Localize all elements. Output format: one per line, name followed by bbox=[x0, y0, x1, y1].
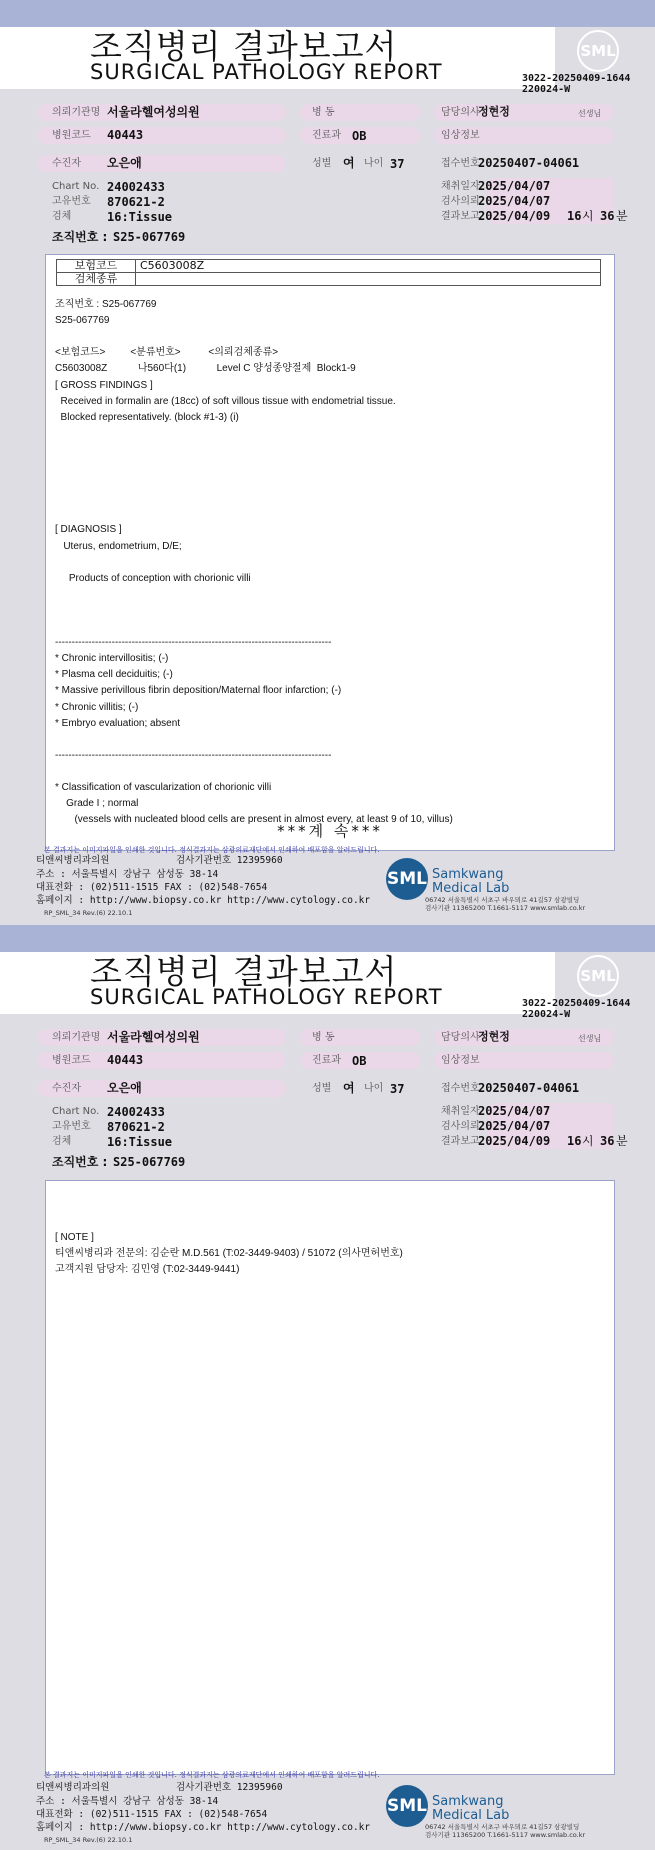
report-time-minute-unit: 분 bbox=[616, 209, 628, 223]
sex-value: 여 bbox=[343, 1081, 355, 1095]
report-text-line: Blocked representatively. (block #1-3) (i) bbox=[55, 411, 239, 423]
report-text-line: Products of conception with chorionic villi bbox=[55, 572, 251, 584]
report-text-line: 조직번호 : S25-067769 bbox=[55, 299, 157, 310]
chart-no-value: 24002433 bbox=[107, 1105, 165, 1119]
tissue-no-value: S25-067769 bbox=[113, 1155, 186, 1169]
report-text-line: * Chronic villitis; (-) bbox=[55, 701, 139, 713]
ward-label: 병 동 bbox=[312, 1032, 335, 1043]
unique-no-label: 고유번호 bbox=[52, 196, 91, 207]
report-title-english: SURGICAL PATHOLOGY REPORT bbox=[90, 60, 443, 84]
report-text-line: * Chronic intervillositis; (-) bbox=[55, 653, 169, 665]
footer-homepage: 홈페이지 : http://www.biopsy.co.kr http://www.cytology.co.kr bbox=[36, 1822, 371, 1833]
footer-license: 검사기관번호 12395960 bbox=[176, 855, 283, 866]
patient-label: 수진자 bbox=[52, 158, 81, 169]
unique-no-value: 870621-2 bbox=[107, 1120, 165, 1134]
ward-label: 병 동 bbox=[312, 107, 335, 118]
doctor-suffix: 선생님 bbox=[578, 109, 602, 118]
report-date-value: 2025/04/09 bbox=[478, 209, 551, 223]
insurance-code-label: 보험코드 bbox=[57, 260, 136, 273]
tissue-no-label: 조직번호 : bbox=[52, 1155, 108, 1169]
department-label: 진료과 bbox=[312, 130, 341, 141]
report-time-hour: 16 bbox=[567, 209, 582, 223]
footer-phone: 대표전화 : (02)511-1515 FAX : (02)548-7654 bbox=[36, 882, 268, 893]
doctor-value: 정현정 bbox=[478, 105, 510, 118]
samkwang-lab-name: Samkwang Medical Lab bbox=[432, 1794, 510, 1823]
footer-clinic: 티앤씨병리과의원 bbox=[36, 1782, 110, 1793]
collect-date-label: 채취일자 bbox=[441, 181, 480, 192]
footer-revision: RP_SML_34 Rev.(6) 22.10.1 bbox=[44, 1836, 133, 1844]
report-date-value: 2025/04/09 bbox=[478, 1134, 551, 1148]
report-text-line: Uterus, endometrium, D/E; bbox=[55, 540, 182, 552]
department-value: OB bbox=[352, 129, 367, 143]
samkwang-lab-name: Samkwang Medical Lab bbox=[432, 867, 510, 896]
report-time-minute: 36 bbox=[600, 209, 615, 223]
sex-label: 성별 bbox=[312, 158, 332, 169]
report-page-2 bbox=[0, 925, 655, 1850]
report-date-label: 결과보고 bbox=[441, 211, 480, 222]
tissue-no-label: 조직번호 : bbox=[52, 230, 108, 244]
request-date-label: 검사의뢰 bbox=[441, 196, 480, 207]
report-time-minute: 36 bbox=[600, 1134, 615, 1148]
chart-no-label: Chart No. bbox=[52, 181, 100, 192]
specimen-type-value bbox=[136, 273, 601, 286]
receipt-no-label: 접수번호 bbox=[441, 158, 480, 169]
patient-value: 오은애 bbox=[107, 1081, 142, 1095]
footer-license: 검사기관번호 12395960 bbox=[176, 1782, 283, 1793]
report-text-line: S25-067769 bbox=[55, 315, 110, 327]
receipt-no-label: 접수번호 bbox=[441, 1083, 480, 1094]
report-text-line: [ GROSS FINDINGS ] bbox=[55, 379, 153, 391]
footer-address: 주소 : 서울특별시 강남구 삼성동 38-14 bbox=[36, 869, 219, 880]
report-time-hour-unit: 시 bbox=[582, 1134, 594, 1148]
report-title-korean: 조직병리 결과보고서 bbox=[90, 27, 398, 66]
continued-marker: ***계 속*** bbox=[277, 822, 383, 840]
report-title-english: SURGICAL PATHOLOGY REPORT bbox=[90, 985, 443, 1009]
report-reference-code: 220024-W bbox=[522, 1009, 571, 1020]
report-reference-id: 3022-20250409-1644 bbox=[522, 73, 631, 84]
footer-notice: 본 결과지는 이미지파일을 인쇄한 것입니다. 정식결과지는 삼광의료재단에서 인쇄하여 배포함을 알려드립니다. bbox=[44, 846, 380, 854]
age-label: 나이 bbox=[364, 158, 384, 169]
hospital-code-value: 40443 bbox=[107, 128, 144, 142]
samkwang-logo-icon: SML bbox=[386, 1785, 428, 1827]
unique-no-label: 고유번호 bbox=[52, 1121, 91, 1132]
department-value: OB bbox=[352, 1054, 367, 1068]
hospital-code-label: 병원코드 bbox=[52, 1055, 91, 1066]
report-content-box bbox=[45, 254, 615, 851]
report-text-line: ----------------------------------------------------------------------------------- bbox=[55, 749, 332, 761]
age-value: 37 bbox=[390, 1082, 405, 1096]
footer-revision: RP_SML_34 Rev.(6) 22.10.1 bbox=[44, 909, 133, 917]
patient-value: 오은애 bbox=[107, 156, 142, 170]
specimen-label: 검체 bbox=[52, 211, 72, 222]
specimen-value: 16:Tissue bbox=[107, 210, 173, 224]
insurance-table bbox=[56, 259, 601, 286]
report-text-line: * Plasma cell deciduitis; (-) bbox=[55, 669, 173, 681]
footer-homepage: 홈페이지 : http://www.biopsy.co.kr http://www.cytology.co.kr bbox=[36, 895, 371, 906]
report-text-line: * Embryo evaluation; absent bbox=[55, 717, 181, 729]
clinical-info-label: 임상정보 bbox=[441, 1055, 480, 1066]
report-content-box bbox=[45, 1180, 615, 1775]
patient-label: 수진자 bbox=[52, 1083, 81, 1094]
receipt-no-value: 20250407-04061 bbox=[478, 156, 580, 170]
specimen-label: 검체 bbox=[52, 1136, 72, 1147]
report-time-hour-unit: 시 bbox=[582, 209, 594, 223]
report-text-line: [ DIAGNOSIS ] bbox=[55, 524, 122, 536]
chart-no-label: Chart No. bbox=[52, 1106, 100, 1117]
footer-phone: 대표전화 : (02)511-1515 FAX : (02)548-7654 bbox=[36, 1809, 268, 1820]
report-text-line: * Massive perivillous fibrin deposition/Maternal floor infarction; (-) bbox=[55, 685, 342, 697]
request-date-value: 2025/04/07 bbox=[478, 194, 551, 208]
collect-date-value: 2025/04/07 bbox=[478, 179, 551, 193]
report-reference-id: 3022-20250409-1644 bbox=[522, 998, 631, 1009]
institution-label: 의뢰기관명 bbox=[52, 1032, 101, 1043]
request-date-value: 2025/04/07 bbox=[478, 1119, 551, 1133]
report-text-line: Received in formalin are (18cc) of soft villous tissue with endometrial tissue. bbox=[55, 395, 396, 407]
report-time-minute-unit: 분 bbox=[616, 1134, 628, 1148]
sex-value: 여 bbox=[343, 156, 355, 170]
samkwang-logo-icon: SML bbox=[386, 858, 428, 900]
hospital-code-label: 병원코드 bbox=[52, 130, 91, 141]
collect-date-value: 2025/04/07 bbox=[478, 1104, 551, 1118]
doctor-label: 담당의사 bbox=[441, 107, 480, 118]
institution-label: 의뢰기관명 bbox=[52, 107, 101, 118]
report-title-korean: 조직병리 결과보고서 bbox=[90, 952, 398, 991]
doctor-label: 담당의사 bbox=[441, 1032, 480, 1043]
hospital-code-value: 40443 bbox=[107, 1053, 144, 1067]
request-date-label: 검사의뢰 bbox=[441, 1121, 480, 1132]
samkwang-lab-address: 06742 서울특별시 서초구 바우뫼로 41길57 삼광빌딩 검사기관 11365200 T.1661-5117 www.smlab.co.kr bbox=[425, 1823, 586, 1840]
report-time-hour: 16 bbox=[567, 1134, 582, 1148]
report-text-line: <보험코드> <분류번호> <의뢰검체종류> bbox=[55, 347, 279, 359]
institution-value: 서울라헬여성의원 bbox=[107, 105, 200, 119]
sml-logo-icon: SML bbox=[577, 955, 619, 997]
report-text-line: 티앤씨병리과 전문의: 김순란 M.D.561 (T:02-3449-9403) / 51072 (의사면허번호) bbox=[55, 1248, 403, 1259]
report-text-line: C5603008Z 나560다(1) Level C 양성종양절제 Block1-9 bbox=[55, 363, 356, 375]
department-label: 진료과 bbox=[312, 1055, 341, 1066]
institution-value: 서울라헬여성의원 bbox=[107, 1030, 200, 1044]
report-text-line: 고객지원 담당자: 김민영 (T:02-3449-9441) bbox=[55, 1264, 240, 1275]
specimen-value: 16:Tissue bbox=[107, 1135, 173, 1149]
doctor-suffix: 선생님 bbox=[578, 1034, 602, 1043]
report-text-line: [ NOTE ] bbox=[55, 1232, 94, 1243]
tissue-no-value: S25-067769 bbox=[113, 230, 186, 244]
report-date-label: 결과보고 bbox=[441, 1136, 480, 1147]
report-text-line: ----------------------------------------------------------------------------------- bbox=[55, 637, 332, 649]
header-bar bbox=[0, 925, 655, 952]
header-bar bbox=[0, 0, 655, 27]
sml-logo-icon: SML bbox=[577, 30, 619, 72]
footer-address: 주소 : 서울특별시 강남구 삼성동 38-14 bbox=[36, 1796, 219, 1807]
samkwang-lab-address: 06742 서울특별시 서초구 바우뫼로 41길57 삼광빌딩 검사기관 11365200 T.1661-5117 www.smlab.co.kr bbox=[425, 896, 586, 913]
collect-date-label: 채취일자 bbox=[441, 1106, 480, 1117]
report-text-line: Grade I ; normal bbox=[55, 798, 139, 810]
sex-label: 성별 bbox=[312, 1083, 332, 1094]
chart-no-value: 24002433 bbox=[107, 180, 165, 194]
age-label: 나이 bbox=[364, 1083, 384, 1094]
specimen-type-label: 검체종류 bbox=[57, 273, 136, 286]
unique-no-value: 870621-2 bbox=[107, 195, 165, 209]
age-value: 37 bbox=[390, 157, 405, 171]
footer-clinic: 티앤씨병리과의원 bbox=[36, 855, 110, 866]
report-text-line: (vessels with nucleated blood cells are present in almost every, at least 9 of 10, villus) bbox=[55, 814, 453, 826]
clinical-info-label: 임상정보 bbox=[441, 130, 480, 141]
doctor-value: 정현정 bbox=[478, 1030, 510, 1043]
report-text-line: * Classification of vascularization of chorionic villi bbox=[55, 782, 272, 793]
footer-notice: 본 결과지는 이미지파일을 인쇄한 것입니다. 정식결과지는 삼광의료재단에서 인쇄하여 배포함을 알려드립니다. bbox=[44, 1771, 380, 1779]
receipt-no-value: 20250407-04061 bbox=[478, 1081, 580, 1095]
insurance-code-value: C5603008Z bbox=[136, 260, 601, 273]
report-reference-code: 220024-W bbox=[522, 84, 571, 95]
